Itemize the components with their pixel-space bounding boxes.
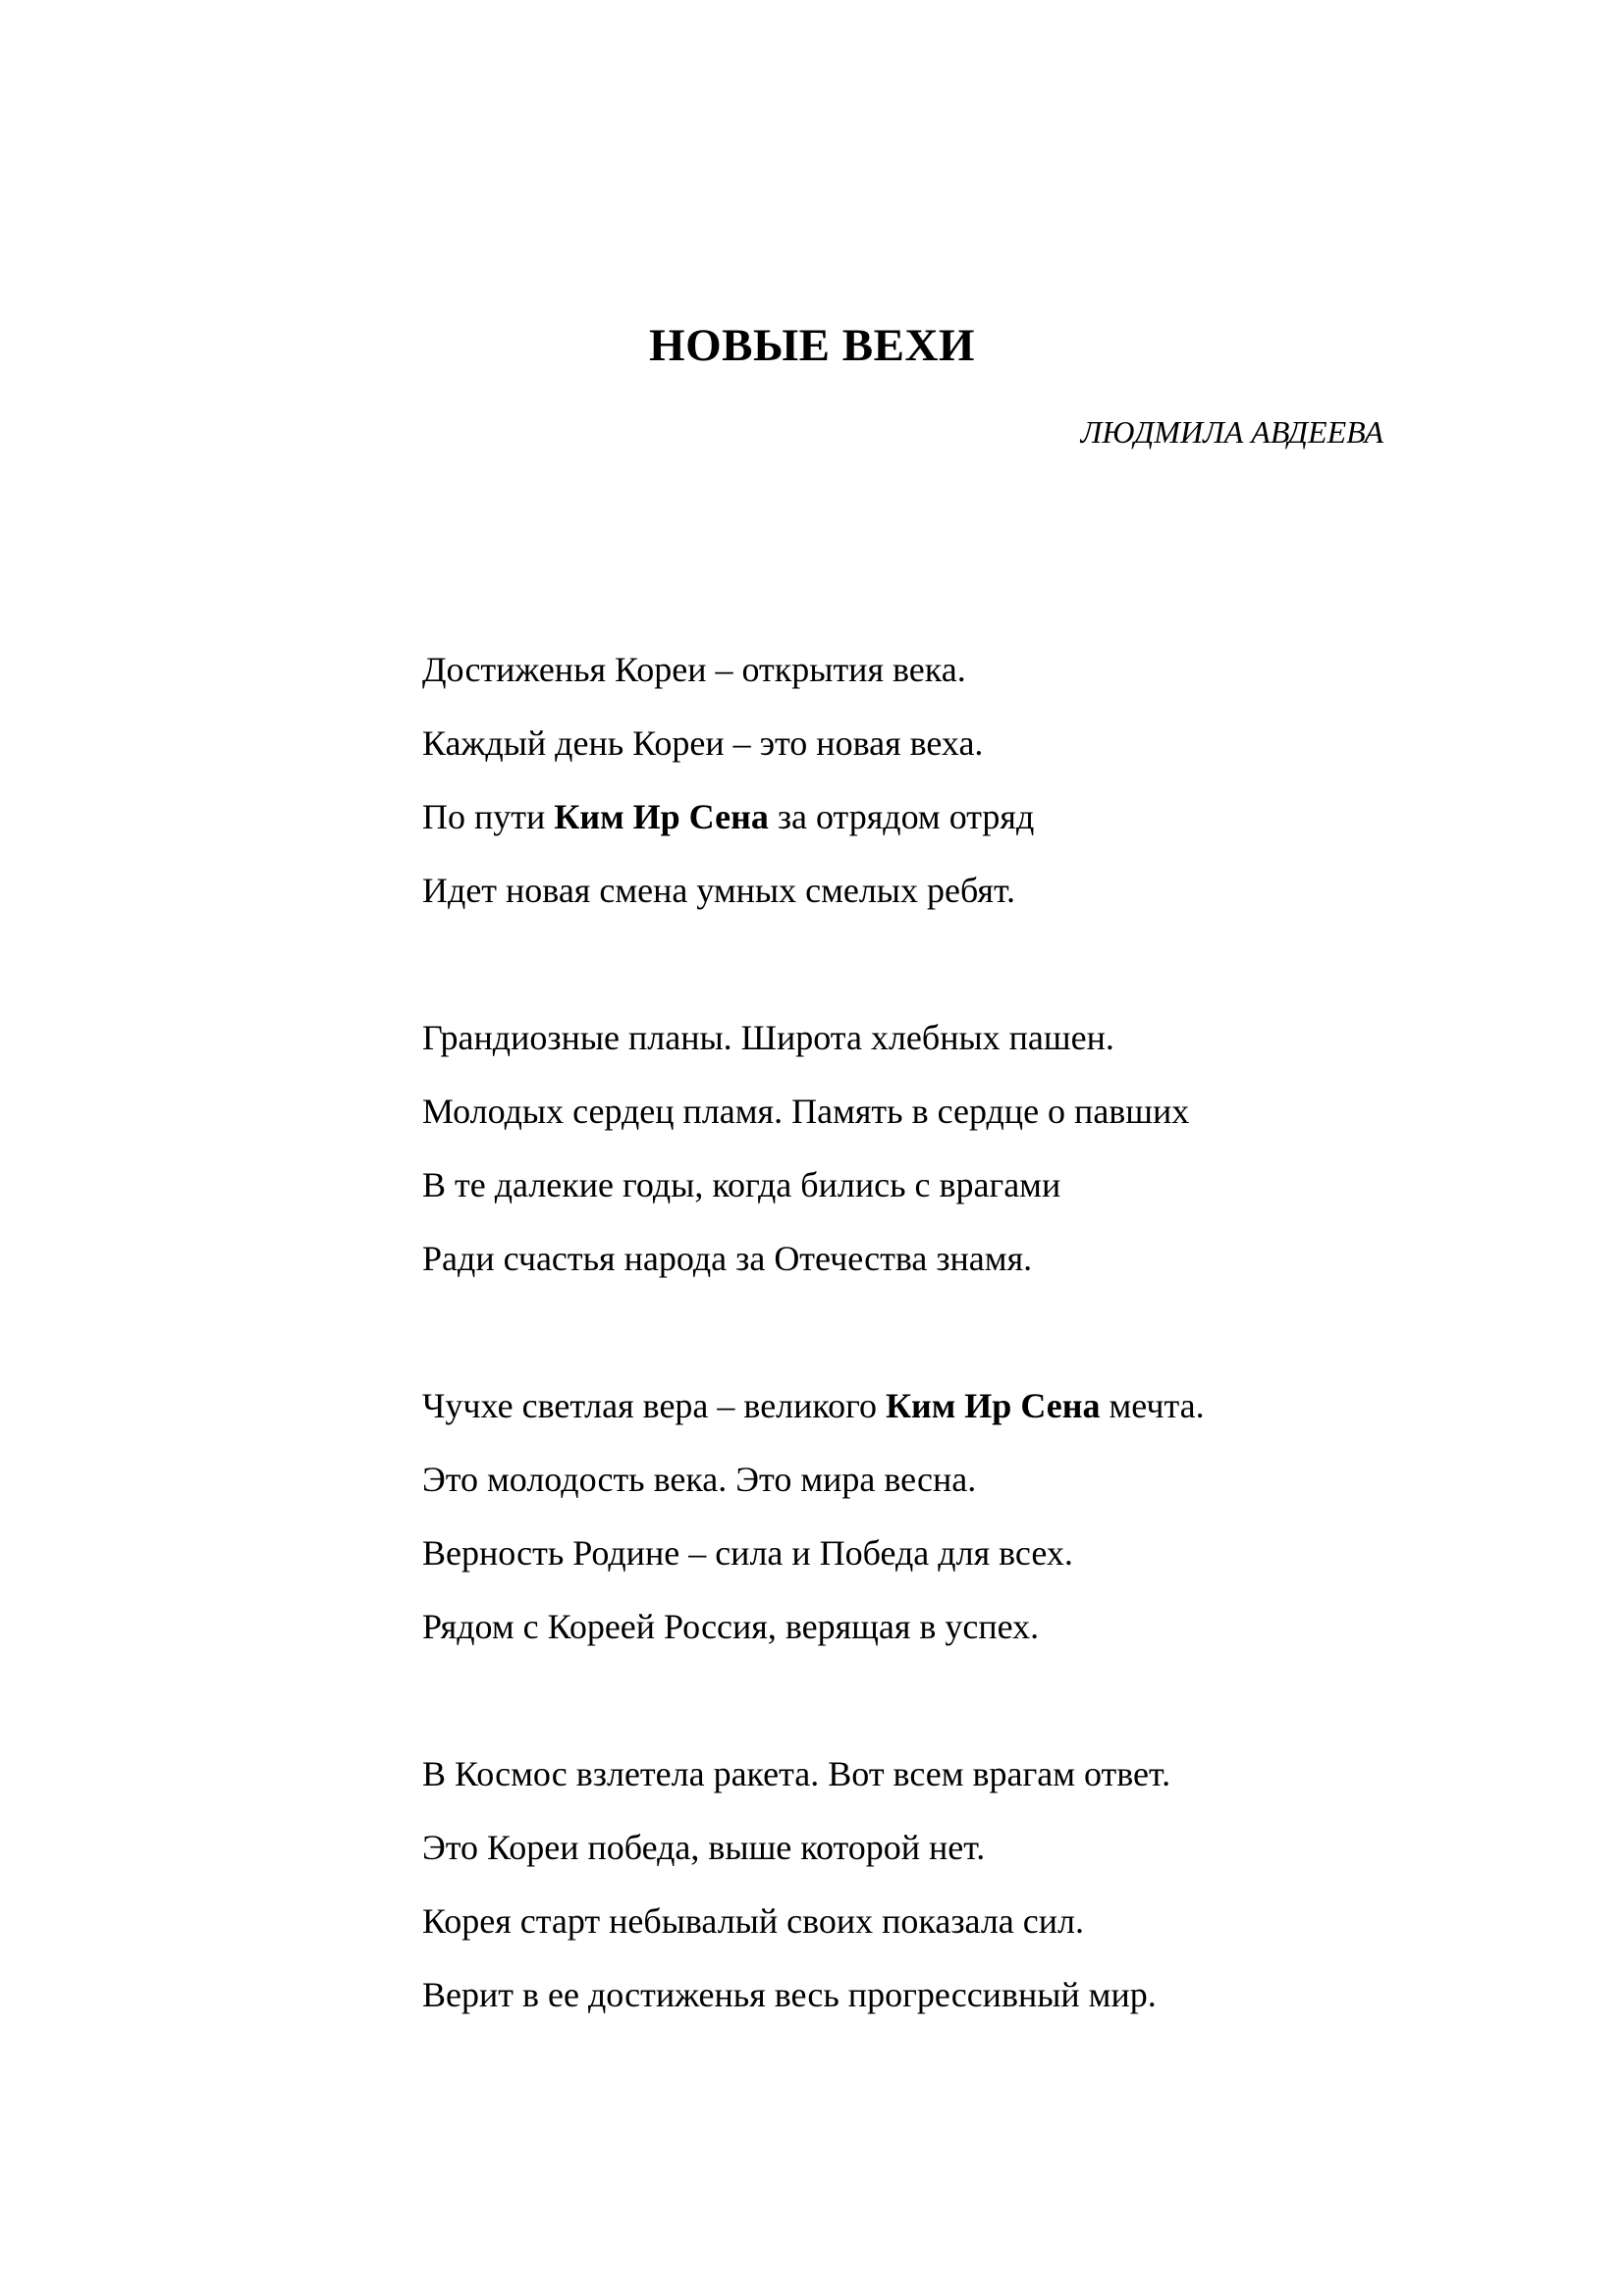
poem-line: Молодых сердец пламя. Память в сердце о павших [422, 1092, 1190, 1131]
poem-line: Достиженья Кореи – открытия века. [422, 650, 966, 689]
poem-line: Идет новая смена умных смелых ребят. [422, 871, 1015, 910]
poem-line [422, 780, 1404, 854]
poem-line: Ради счастья народа за Отечества знамя. [422, 1239, 1033, 1278]
poem-line: Рядом с Кореей Россия, верящая в успех. [422, 1607, 1040, 1646]
poem-line: Верит в ее достиженья весь прогрессивный мир. [422, 1975, 1157, 2014]
stanza-4 [422, 1737, 1404, 2032]
line-text-after: мечта. [1100, 1386, 1205, 1425]
stanza-3 [422, 1369, 1404, 1664]
poem-line: Каждый день Кореи – это новая веха. [422, 723, 984, 763]
poem-body [422, 633, 1404, 2032]
poem-author: ЛЮДМИЛА АВДЕЕВА [1080, 414, 1383, 450]
poem-line: Это Кореи победа, выше которой нет. [422, 1828, 986, 1867]
bold-name: Ким Ир Сена [885, 1386, 1101, 1425]
poem-title: НОВЫЕ ВЕХИ [649, 320, 975, 371]
line-text-after: за отрядом отряд [768, 797, 1035, 836]
line-text-before: Чучхе светлая вера – великого [422, 1386, 886, 1425]
stanza-1 [422, 633, 1404, 928]
poem-line: В Космос взлетела ракета. Вот всем врагам ответ. [422, 1754, 1171, 1793]
stanza-2 [422, 1001, 1404, 1296]
poem-line [422, 1369, 1404, 1443]
poem-line: Корея старт небывалый своих показала сил. [422, 1901, 1084, 1941]
bold-name: Ким Ир Сена [554, 797, 769, 836]
line-text-before: По пути [422, 797, 555, 836]
poem-line: Грандиозные планы. Широта хлебных пашен. [422, 1018, 1114, 1057]
poem-line: В те далекие годы, когда бились с врагами [422, 1165, 1061, 1204]
poem-line: Верность Родине – сила и Победа для всех. [422, 1533, 1073, 1573]
poem-line: Это молодость века. Это мира весна. [422, 1460, 977, 1499]
